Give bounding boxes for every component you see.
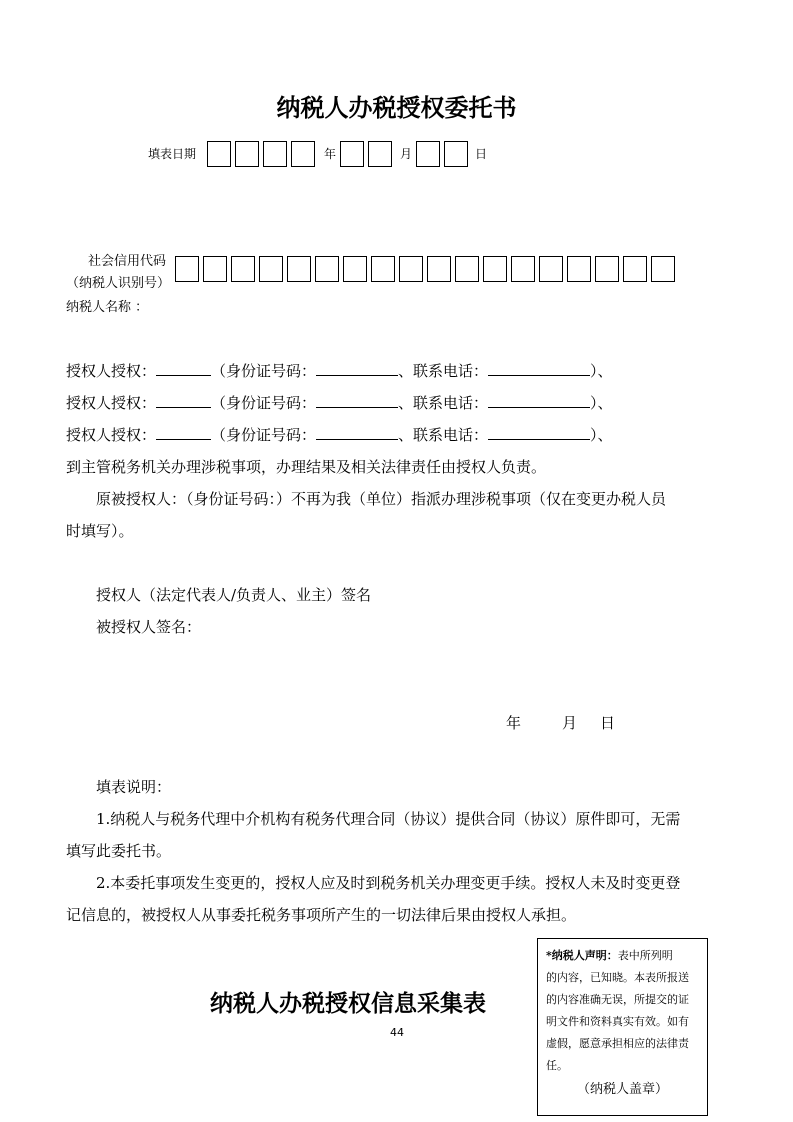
- row-end: ）、: [590, 394, 613, 412]
- note-2: 2.本委托事项发生变更的，授权人应及时到税务机关办理变更手续。授权人未及时变更登: [96, 874, 681, 892]
- former-grantee-line-2: 时填写）。: [66, 522, 134, 540]
- sign-day-label: 日: [600, 714, 616, 732]
- code-digit-box[interactable]: [511, 256, 535, 282]
- taxpayer-declaration-box: [537, 938, 708, 1116]
- credit-code-label: 社会信用代码: [88, 254, 167, 269]
- phone-blank[interactable]: [488, 392, 590, 408]
- code-digit-box[interactable]: [455, 256, 479, 282]
- declaration-line: 虚假，愿意承担相应的法律责: [546, 1037, 689, 1050]
- date-digit-box[interactable]: [263, 141, 287, 167]
- taxpayer-name-label: 纳税人名称 ：: [66, 300, 149, 315]
- code-digit-box[interactable]: [483, 256, 507, 282]
- row-end: ）、: [590, 362, 613, 380]
- phone-label: 、联系电话：: [398, 426, 489, 444]
- fill-date-label: 填表日期: [148, 147, 197, 161]
- id-number-blank[interactable]: [316, 360, 398, 376]
- code-digit-box[interactable]: [175, 256, 199, 282]
- date-month-boxes[interactable]: [340, 141, 392, 167]
- grant-row: [66, 392, 613, 413]
- code-digit-box[interactable]: [651, 256, 675, 282]
- code-digit-box[interactable]: [203, 256, 227, 282]
- date-year-boxes[interactable]: [207, 141, 315, 167]
- grant-row: [66, 424, 613, 445]
- taxpayer-id-label: （纳税人识别号）: [66, 276, 171, 291]
- phone-label: 、联系电话：: [398, 362, 489, 380]
- id-label: （身份证号码：: [211, 394, 317, 412]
- note-1: 1.纳税人与税务代理中介机构有税务代理合同（协议）提供合同（协议）原件即可，无需: [96, 810, 681, 828]
- sign-month-label: 月: [562, 714, 578, 732]
- grantee-name-blank[interactable]: [156, 424, 211, 440]
- grant-label: 授权人授权：: [66, 394, 157, 412]
- form-title: 纳税人办税授权委托书: [276, 93, 517, 122]
- notes-heading: 填表说明：: [96, 778, 172, 796]
- code-digit-box[interactable]: [399, 256, 423, 282]
- code-digit-box[interactable]: [623, 256, 647, 282]
- date-digit-box[interactable]: [368, 141, 392, 167]
- code-digit-box[interactable]: [343, 256, 367, 282]
- date-day-boxes[interactable]: [416, 141, 468, 167]
- year-label: 年: [324, 147, 337, 161]
- page-number: 44: [390, 1026, 404, 1039]
- code-digit-box[interactable]: [595, 256, 619, 282]
- code-digit-box[interactable]: [427, 256, 451, 282]
- code-digit-box[interactable]: [315, 256, 339, 282]
- id-label: （身份证号码：: [211, 426, 317, 444]
- collection-title: 纳税人办税授权信息采集表: [210, 990, 486, 1017]
- grantee-name-blank[interactable]: [156, 392, 211, 408]
- declaration-line: 的内容准确无误，所提交的证: [546, 993, 689, 1006]
- note-1-cont: 填写此委托书。: [66, 842, 172, 860]
- code-digit-box[interactable]: [371, 256, 395, 282]
- grant-label: 授权人授权：: [66, 426, 157, 444]
- code-digit-box[interactable]: [567, 256, 591, 282]
- declaration-line: *纳税人声明：表中所列明: [546, 949, 673, 962]
- id-label: （身份证号码：: [211, 362, 317, 380]
- responsibility-statement: 到主管税务机关办理涉税事项，办理结果及相关法律责任由授权人负责。: [66, 458, 547, 476]
- declaration-heading: *纳税人声明：: [546, 949, 618, 962]
- date-digit-box[interactable]: [340, 141, 364, 167]
- phone-blank[interactable]: [488, 360, 590, 376]
- id-number-blank[interactable]: [316, 424, 398, 440]
- date-digit-box[interactable]: [444, 141, 468, 167]
- note-2-cont: 记信息的，被授权人从事委托税务事项所产生的一切法律后果由授权人承担。: [66, 906, 577, 924]
- phone-blank[interactable]: [488, 424, 590, 440]
- grant-label: 授权人授权：: [66, 362, 157, 380]
- date-digit-box[interactable]: [235, 141, 259, 167]
- date-digit-box[interactable]: [207, 141, 231, 167]
- row-end: ）、: [590, 426, 613, 444]
- grantee-signature-label: 被授权人签名：: [96, 618, 202, 636]
- code-digit-box[interactable]: [287, 256, 311, 282]
- code-digit-box[interactable]: [231, 256, 255, 282]
- declaration-line: 任。: [546, 1059, 568, 1072]
- code-digit-box[interactable]: [539, 256, 563, 282]
- grantee-name-blank[interactable]: [156, 360, 211, 376]
- date-digit-box[interactable]: [416, 141, 440, 167]
- grant-row: [66, 360, 613, 381]
- declaration-line: 明文件和资料真实有效。如有: [546, 1015, 689, 1028]
- day-label: 日: [475, 147, 488, 161]
- code-digit-box[interactable]: [259, 256, 283, 282]
- credit-code-boxes[interactable]: [175, 256, 675, 282]
- id-number-blank[interactable]: [316, 392, 398, 408]
- sign-year-label: 年: [506, 714, 522, 732]
- former-grantee-line: 原被授权人：（身份证号码：）不再为我（单位）指派办理涉税事项（仅在变更办税人员: [96, 490, 667, 508]
- month-label: 月: [400, 147, 413, 161]
- declaration-line: 的内容，已知晓。本表所报送: [546, 971, 689, 984]
- taxpayer-stamp-label: （纳税人盖章）: [576, 1082, 668, 1097]
- phone-label: 、联系电话：: [398, 394, 489, 412]
- grantor-signature-label: 授权人（法定代表人/负责人、业主）签名: [96, 586, 372, 604]
- date-digit-box[interactable]: [291, 141, 315, 167]
